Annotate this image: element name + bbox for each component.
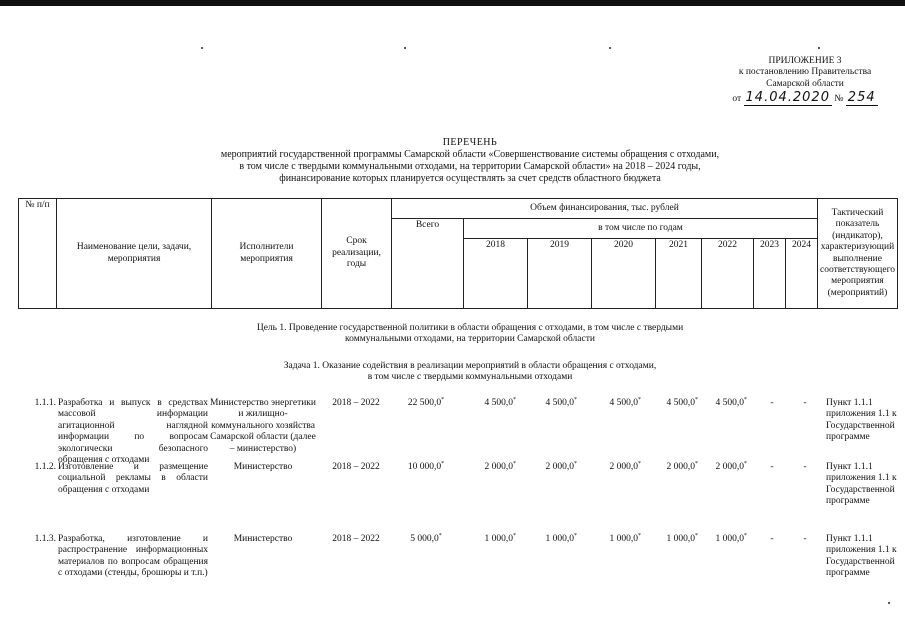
value: 2 000,0 xyxy=(545,462,574,472)
value: 22 500,0 xyxy=(407,398,442,408)
footnote-mark: * xyxy=(513,460,516,467)
number-prefix: № xyxy=(834,94,844,105)
title-line-3: финансирование которых планируется осуществлять за счет средств областного бюджета xyxy=(279,173,661,184)
row-term: 2018 – 2022 xyxy=(332,462,380,472)
footnote-mark: * xyxy=(438,532,442,539)
header-year: 2020 xyxy=(592,239,656,309)
footnote-mark: * xyxy=(441,396,445,403)
row-2022 xyxy=(701,534,747,545)
title-line-2: в том числе с твердыми коммунальными отходами, на территории Самарской области» на 2018 – 2024 годы, xyxy=(239,161,701,172)
header-by-years: в том числе по годам xyxy=(464,219,818,239)
row-indicator: Пункт 1.1.1 приложения 1.1 к Государственной программе xyxy=(826,534,897,579)
value: 4 500,0 xyxy=(666,398,695,408)
value: 2 000,0 xyxy=(484,462,513,472)
value: 1 000,0 xyxy=(666,534,695,544)
task-heading xyxy=(150,361,790,384)
row-2018 xyxy=(466,462,516,473)
footnote-mark: * xyxy=(574,532,577,539)
row-2020 xyxy=(591,462,641,473)
header-executors: Исполнители мероприятия xyxy=(212,199,322,309)
value: 4 500,0 xyxy=(484,398,513,408)
header-funding: Объем финансирования, тыс. рублей xyxy=(392,199,818,219)
value: 4 500,0 xyxy=(715,398,744,408)
row-2024: - xyxy=(803,534,807,544)
title-heading: ПЕРЕЧЕНЬ xyxy=(442,137,498,148)
value: 1 000,0 xyxy=(715,534,744,544)
scan-speck xyxy=(609,47,611,49)
row-2021 xyxy=(652,534,698,545)
scan-speck xyxy=(818,47,820,49)
footnote-mark: * xyxy=(574,396,577,403)
row-2019 xyxy=(527,534,577,545)
header-name: Наименование цели, задачи, мероприятия xyxy=(57,199,212,309)
row-2018 xyxy=(466,398,516,409)
footnote-mark: * xyxy=(744,460,747,467)
row-executor: Министерство xyxy=(233,534,293,544)
row-num: 1.1.3. xyxy=(34,534,56,544)
row-2022 xyxy=(701,398,747,409)
footnote-mark: * xyxy=(574,460,577,467)
footnote-mark: * xyxy=(513,396,516,403)
footnote-mark: * xyxy=(744,532,747,539)
row-2022 xyxy=(701,462,747,473)
task-line-2: в том числе с твердыми коммунальными отходами xyxy=(367,372,573,383)
row-2024: - xyxy=(803,462,807,472)
row-name: Изготовление и размещение социальной рекламы в области обращения с отходами xyxy=(58,462,208,495)
value: 2 000,0 xyxy=(715,462,744,472)
row-total xyxy=(390,462,462,473)
value: 4 500,0 xyxy=(609,398,638,408)
footnote-mark: * xyxy=(513,532,516,539)
handwritten-number: 254 xyxy=(847,90,876,106)
header-year: 2022 xyxy=(702,239,754,309)
row-2019 xyxy=(527,462,577,473)
row-2021 xyxy=(652,398,698,409)
footnote-mark: * xyxy=(638,460,641,467)
footnote-mark: * xyxy=(695,532,698,539)
row-2023: - xyxy=(770,398,774,408)
row-2020 xyxy=(591,534,641,545)
value: 2 000,0 xyxy=(666,462,695,472)
row-executor: Министерство xyxy=(233,462,293,472)
footnote-mark: * xyxy=(744,396,747,403)
row-total xyxy=(390,398,462,409)
row-total xyxy=(390,534,462,545)
goal-line-2: коммунальными отходами, на территории Самарской области xyxy=(345,334,595,345)
appendix-dateline xyxy=(700,90,905,106)
task-line-1: Задача 1. Оказание содействия в реализации мероприятий в области обращения с отходами, xyxy=(283,361,657,371)
footnote-mark: * xyxy=(638,396,641,403)
footnote-mark: * xyxy=(441,460,445,467)
header-indicator: Тактический показатель (индикатор), характеризующий выполнение соответствующего мероприятия (мероприятий) xyxy=(818,199,898,309)
scan-border xyxy=(0,0,905,6)
header-year: 2023 xyxy=(754,239,786,309)
value: 5 000,0 xyxy=(410,534,439,544)
value: 2 000,0 xyxy=(609,462,638,472)
header-year: 2019 xyxy=(528,239,592,309)
value: 1 000,0 xyxy=(545,534,574,544)
handwritten-date: 14.04.2020 xyxy=(745,90,830,106)
footnote-mark: * xyxy=(638,532,641,539)
header-total: Всего xyxy=(392,219,464,309)
goal-heading xyxy=(150,323,790,346)
appendix-title: ПРИЛОЖЕНИЕ 3 xyxy=(768,56,842,66)
value: 10 000,0 xyxy=(407,462,442,472)
header-num: № п/п xyxy=(19,199,57,309)
header-year: 2018 xyxy=(464,239,528,309)
row-num: 1.1.1. xyxy=(34,398,56,408)
appendix-decree: к постановлению Правительства xyxy=(738,67,872,78)
row-2023: - xyxy=(770,534,774,544)
footnote-mark: * xyxy=(695,396,698,403)
scan-speck xyxy=(201,47,203,49)
row-term: 2018 – 2022 xyxy=(332,398,380,408)
header-year: 2021 xyxy=(656,239,702,309)
row-term: 2018 – 2022 xyxy=(332,534,380,544)
row-executor: Министерство энергетики и жилищно-коммунального хозяйства Самарской области (далее – министерство) xyxy=(210,398,316,454)
row-2019 xyxy=(527,398,577,409)
value: 1 000,0 xyxy=(484,534,513,544)
row-indicator: Пункт 1.1.1 приложения 1.1 к Государственной программе xyxy=(826,398,897,443)
title-line-1: мероприятий государственной программы Самарской области «Совершенствование системы обращения с отходами, xyxy=(220,149,720,160)
header-term: Срок реализации, годы xyxy=(322,199,392,309)
appendix-region: Самарской области xyxy=(766,78,844,89)
row-name: Разработка, изготовление и распространение информационных материалов по вопросам обращения с отходами (стенды, брошюры и т.п.) xyxy=(58,534,208,579)
row-indicator: Пункт 1.1.1 приложения 1.1 к Государственной программе xyxy=(826,462,897,507)
row-2021 xyxy=(652,462,698,473)
table-header xyxy=(18,198,898,309)
row-2023: - xyxy=(770,462,774,472)
row-2020 xyxy=(591,398,641,409)
row-2024: - xyxy=(803,398,807,408)
footnote-mark: * xyxy=(695,460,698,467)
row-num: 1.1.2. xyxy=(34,462,56,472)
goal-line-1: Цель 1. Проведение государственной политики в области обращения с отходами, в том числе с твердыми xyxy=(256,323,684,333)
row-2018 xyxy=(466,534,516,545)
scan-speck xyxy=(404,47,406,49)
row-name: Разработка и выпуск в средствах массовой информации агитационной наглядной информации по вопросам экологически безопасного обращения с отходами xyxy=(58,398,208,465)
date-prefix: от xyxy=(732,94,742,105)
scan-speck xyxy=(888,602,890,604)
document-title xyxy=(150,137,790,185)
appendix-block xyxy=(700,56,905,106)
value: 4 500,0 xyxy=(545,398,574,408)
header-year: 2024 xyxy=(786,239,818,309)
value: 1 000,0 xyxy=(609,534,638,544)
